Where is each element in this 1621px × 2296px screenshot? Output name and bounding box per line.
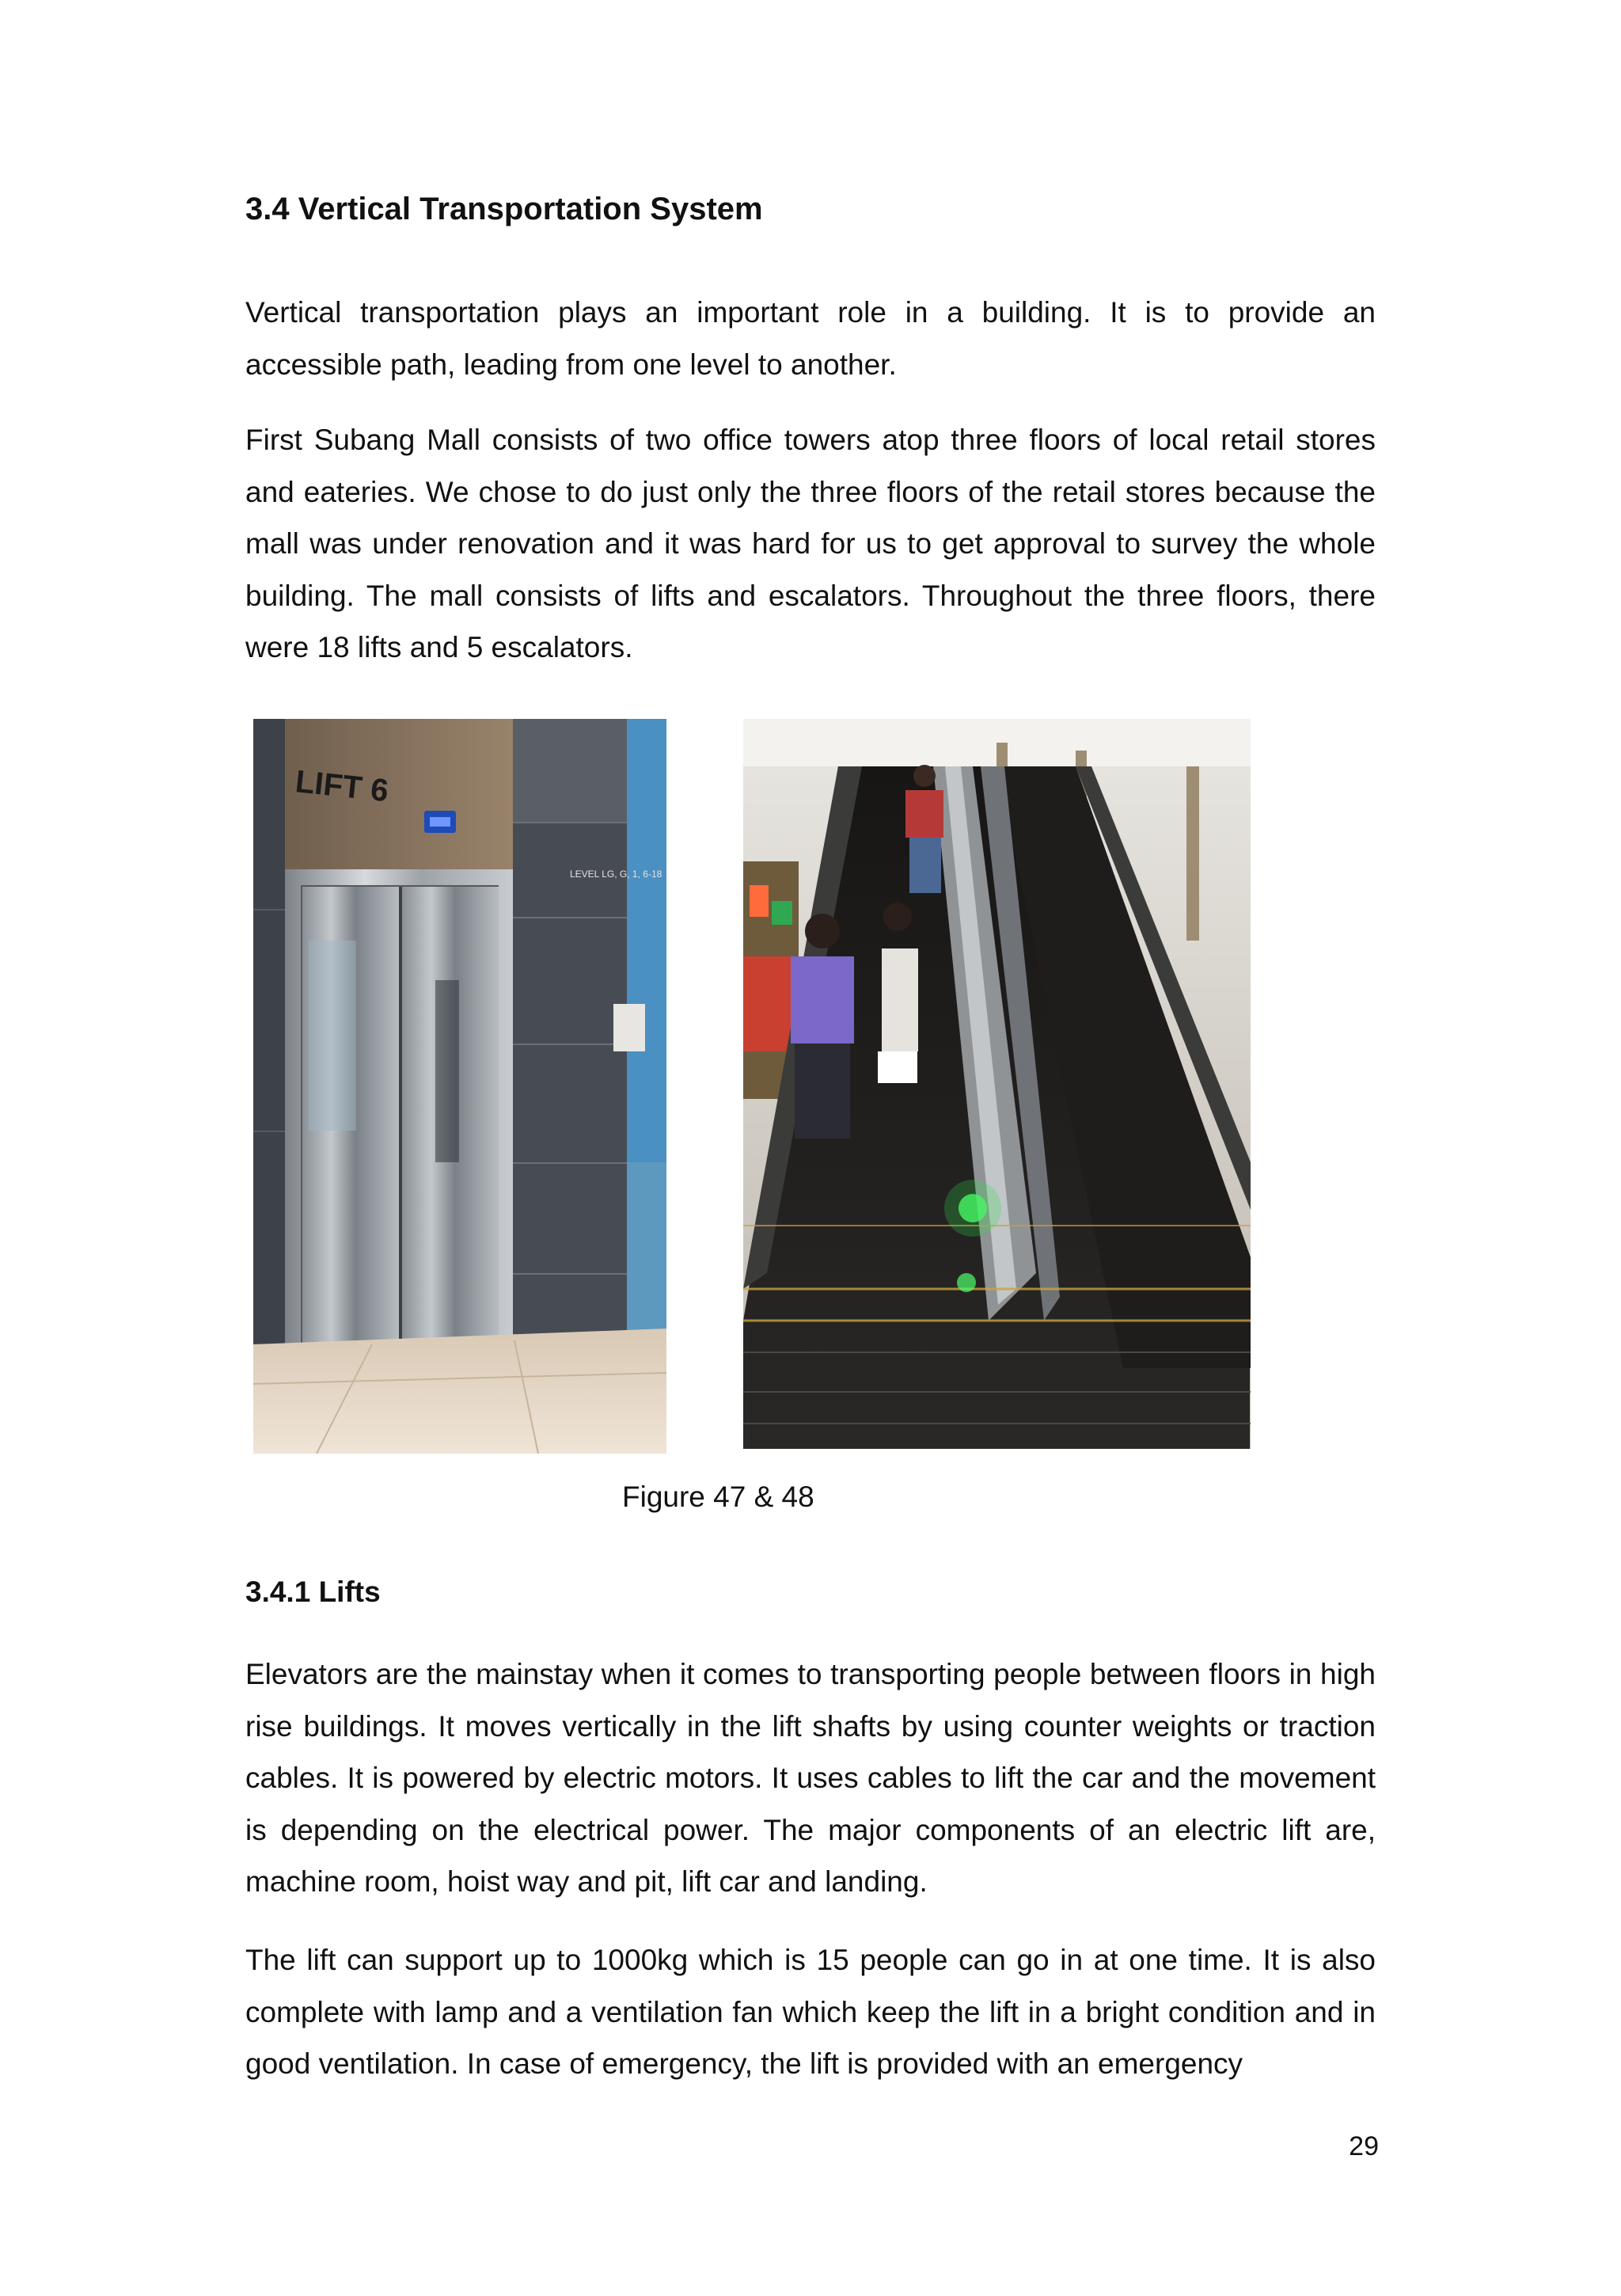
paragraph-lift-capacity: The lift can support up to 1000kg which is 15 people can go in at one time. It is also complete with lamp and a ventilation fan which keep the lift in a bright condition and in good ventilation. In case of emergency, the lift is provided with an emergency bbox=[245, 1944, 1376, 2080]
lift-photo-image bbox=[253, 719, 666, 1454]
paragraph-elevators: Elevators are the mainstay when it comes to transporting people between floors in high rise buildings. It moves vertically in the lift shafts by using counter weights or traction cables. It is powered by electric motors. It uses cables to lift the car and the movement is depending on the electrical power. The major components of an electric lift are, machine room, hoist way and pit, lift car and landing. bbox=[245, 1658, 1376, 1898]
section-heading: 3.4 Vertical Transportation System bbox=[245, 192, 763, 226]
subsection-heading: 3.4.1 Lifts bbox=[245, 1576, 381, 1608]
paragraph-mall-description: First Subang Mall consists of two office towers atop three floors of local retail stores and eateries. We chose to do just only the three floors of the retail stores because the mall was under renovation and it was hard for us to get approval to survey the whole building. The mall consists of lifts and escalators. Throughout the three floors, there were 18 lifts and 5 escalators. bbox=[245, 424, 1376, 663]
paragraph-intro: Vertical transportation plays an important role in a building. It is to provide an accessible path, leading from one level to another. bbox=[245, 296, 1376, 381]
lift-level-text: LEVEL LG, G, 1, 6-18 bbox=[570, 869, 662, 880]
lift-photo bbox=[253, 719, 666, 1454]
page-number: 29 bbox=[1349, 2131, 1379, 2161]
figure-caption: Figure 47 & 48 bbox=[622, 1481, 814, 1513]
lift-sign-text: LIFT 6 bbox=[294, 764, 390, 809]
escalator-photo-image bbox=[743, 719, 1251, 1449]
escalator-photo bbox=[743, 719, 1251, 1449]
